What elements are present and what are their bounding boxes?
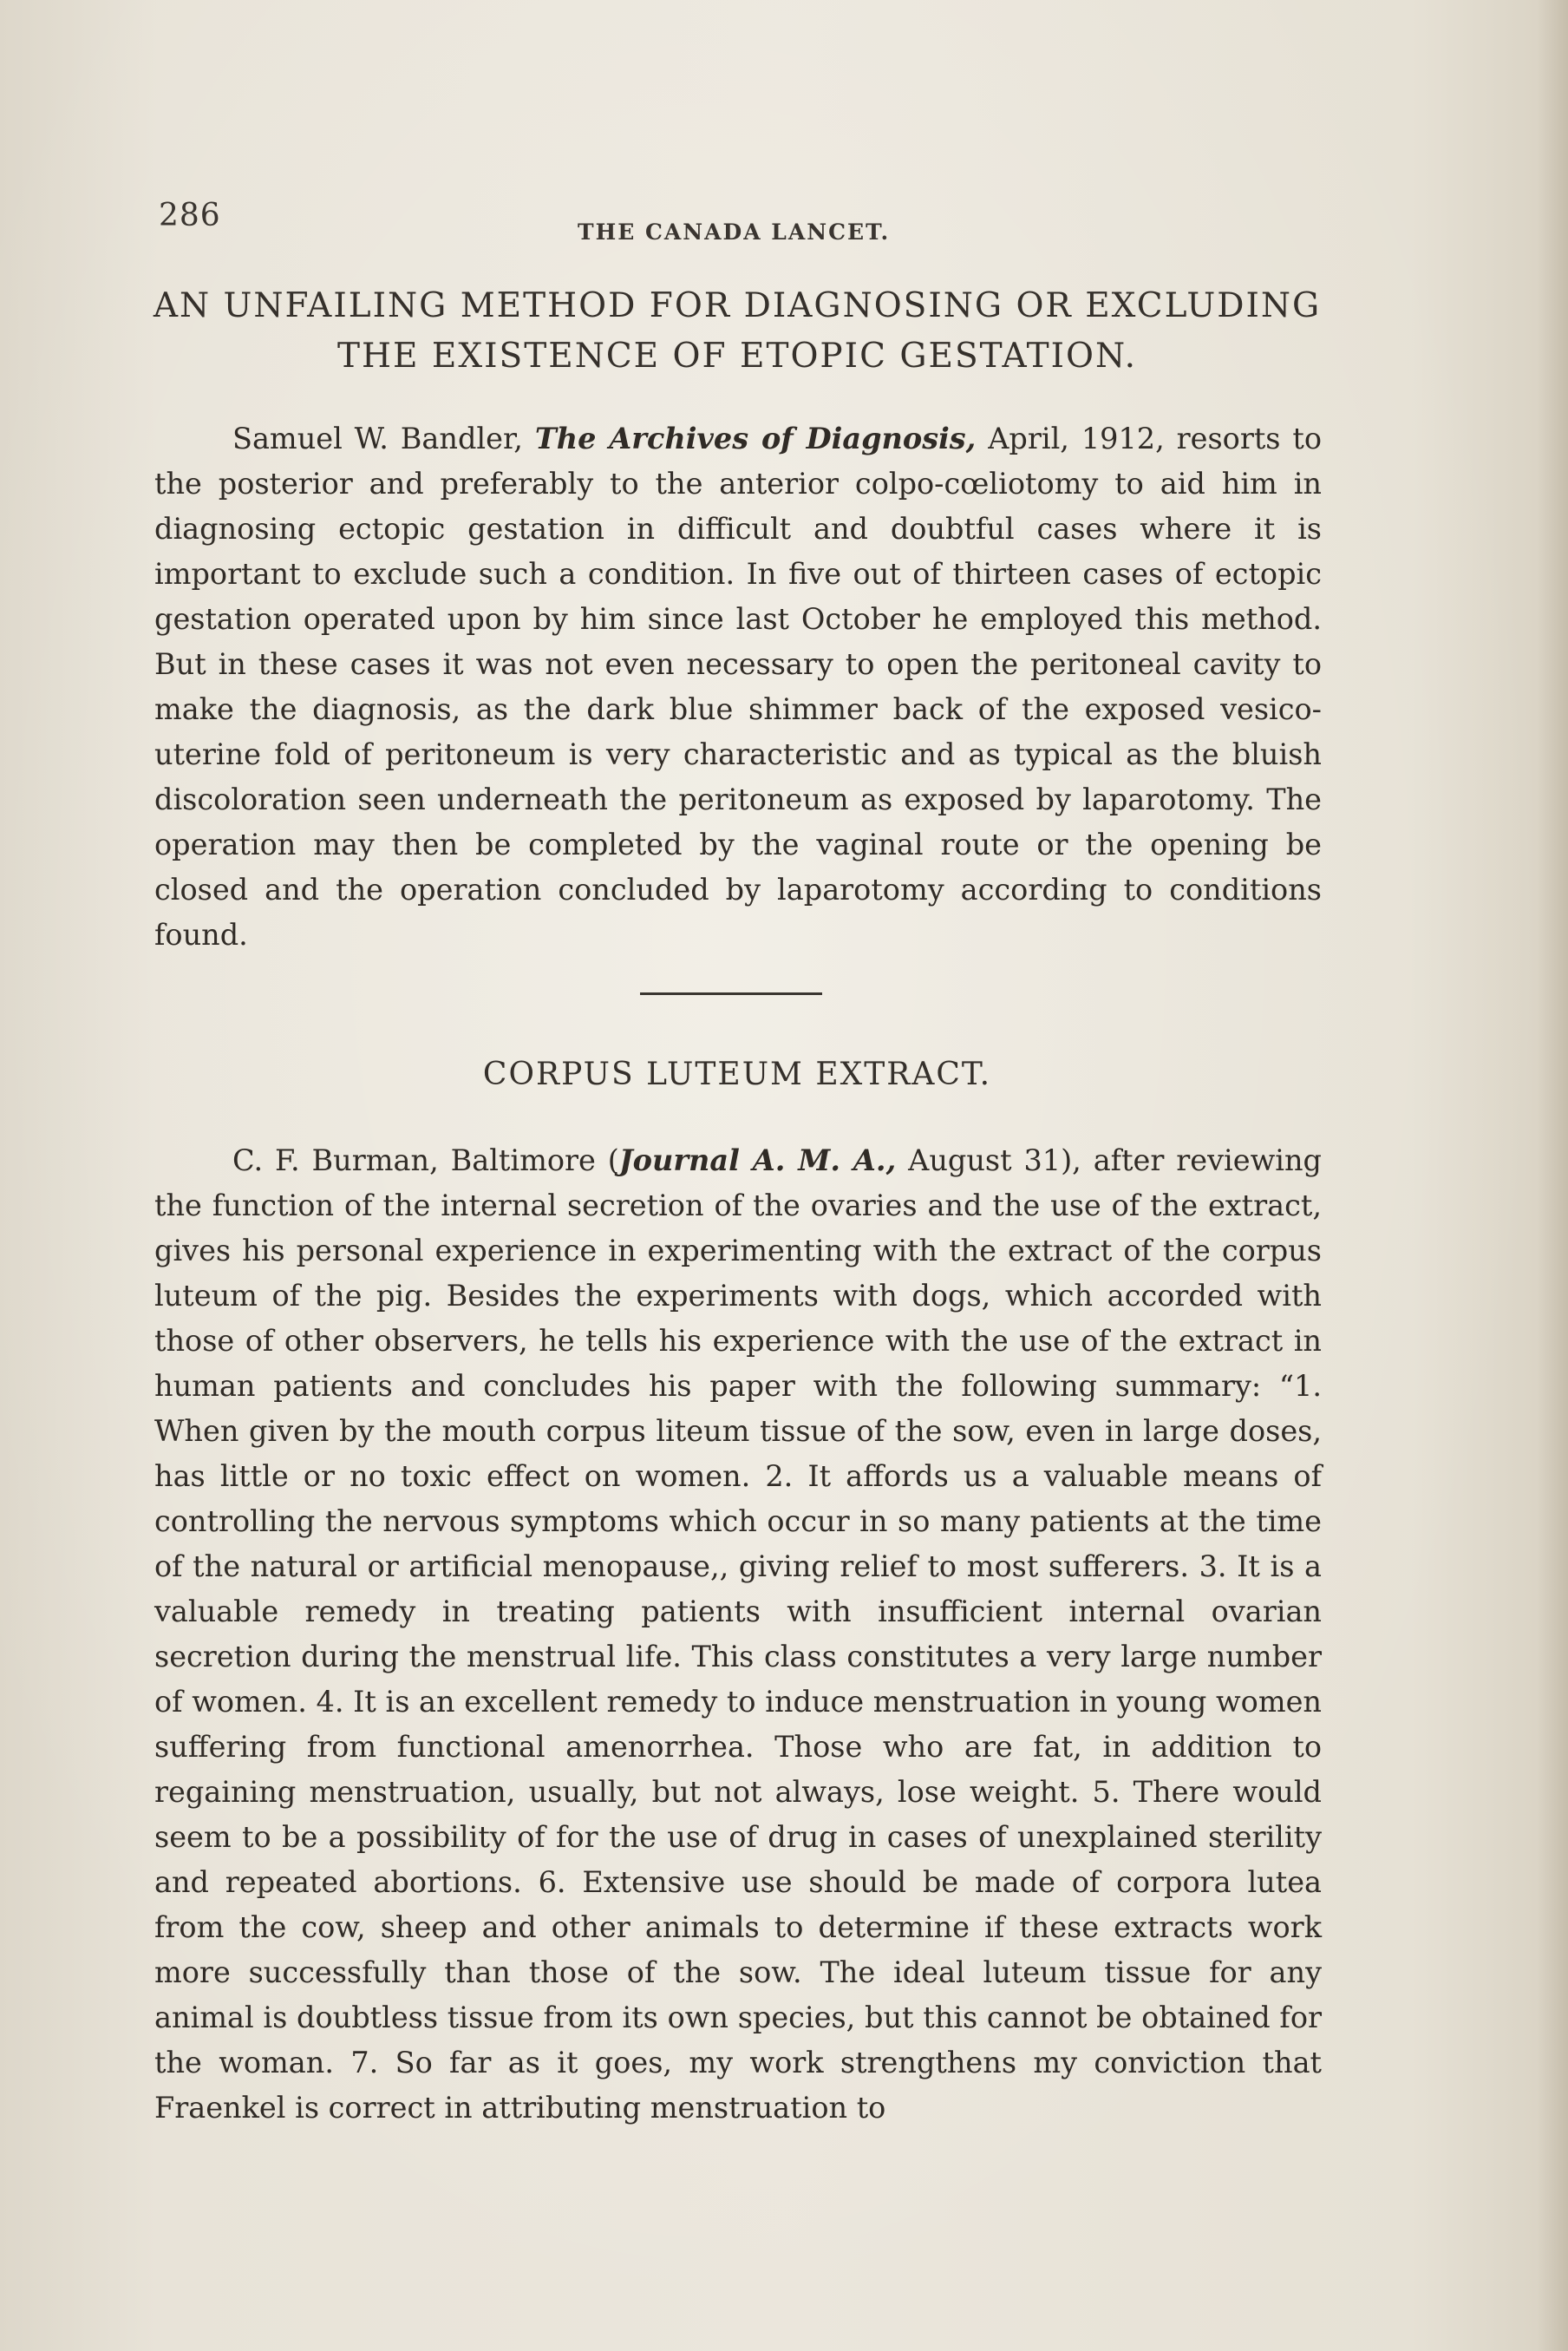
journal-name: Journal A. M. A., <box>618 1143 897 1177</box>
running-head: THE CANADA LANCET. <box>578 219 891 245</box>
paragraph-body: April, 1912, resorts to the posterior and preferably to the anterior colpo-cœliotomy to aid him in diagnosing ectopic gestation in difficult and doubtful cases where it is important to exclude such a condition. In five out of thirteen cases of ectopic gestation operated upon by him since last October he employed this method. But in these cases it was not even necessary to open the peritoneal cavity to make the diagnosis, as the dark blue shimmer back of the exposed vesico-uterine fold of peritoneum is very characteristic and as typical as the bluish discoloration seen underneath the peritoneum as exposed by laparotomy. The operation may then be completed by the vaginal route or the opening be closed and the operation concluded by laparotomy according to conditions found. <box>154 421 1322 952</box>
paragraph-body: August 31), after reviewing the function of the internal secretion of the ovaries and the use of the extract, gives his personal experience in experimenting with the extract of the corpus luteum of the pig. Besides the experiments with dogs, which accorded with those of other observers, he tells his experience with the use of the extract in human patients and concludes his paper with the following summary: “1. When given by the mouth corpus liteum tissue of the sow, even in large doses, has little or no toxic effect on women. 2. It affords us a valuable means of controlling the nervous symptoms which occur in so many patients at the time of the natural or artificial menopause,, giving relief to most sufferers. 3. It is a valuable remedy in treating patients with insufficient internal ovarian secretion during the menstrual life. This class constitutes a very large number of women. 4. It is an excellent remedy to induce menstruation in young women suffering from functional amenorrhea. Those who are fat, in addition to regaining menstruation, usually, but not always, lose weight. 5. There would seem to be a possibility of for the use of drug in cases of unexplained sterility and repeated abortions. 6. Extensive use should be made of corpora lutea from the cow, sheep and other animals to determine if these extracts work more successfully than those of the sow. The ideal luteum tissue for any animal is doubtless tissue from its own species, but this cannot be obtained for the woman. 7. So far as it goes, my work strengthens my conviction that Fraenkel is correct in attributing menstruation to <box>154 1143 1322 2125</box>
author-citation: Samuel W. Bandler, <box>232 421 535 455</box>
article-paragraph <box>154 1138 1322 2131</box>
section-title: CORPUS LUTEUM EXTRACT. <box>482 1057 992 1092</box>
journal-name: The Archives of Diagnosis, <box>534 421 977 455</box>
section-divider <box>640 992 822 995</box>
article-title-line-2: THE EXISTENCE OF ETOPIC GESTATION. <box>336 337 1137 376</box>
article-title-line-1: AN UNFAILING METHOD FOR DIAGNOSING OR EXCLUDING <box>153 286 1322 325</box>
author-citation: C. F. Burman, Baltimore ( <box>232 1143 619 1177</box>
page-edge-shadow <box>1537 0 1568 2351</box>
article-paragraph <box>154 416 1322 958</box>
page-number: 286 <box>159 198 221 233</box>
